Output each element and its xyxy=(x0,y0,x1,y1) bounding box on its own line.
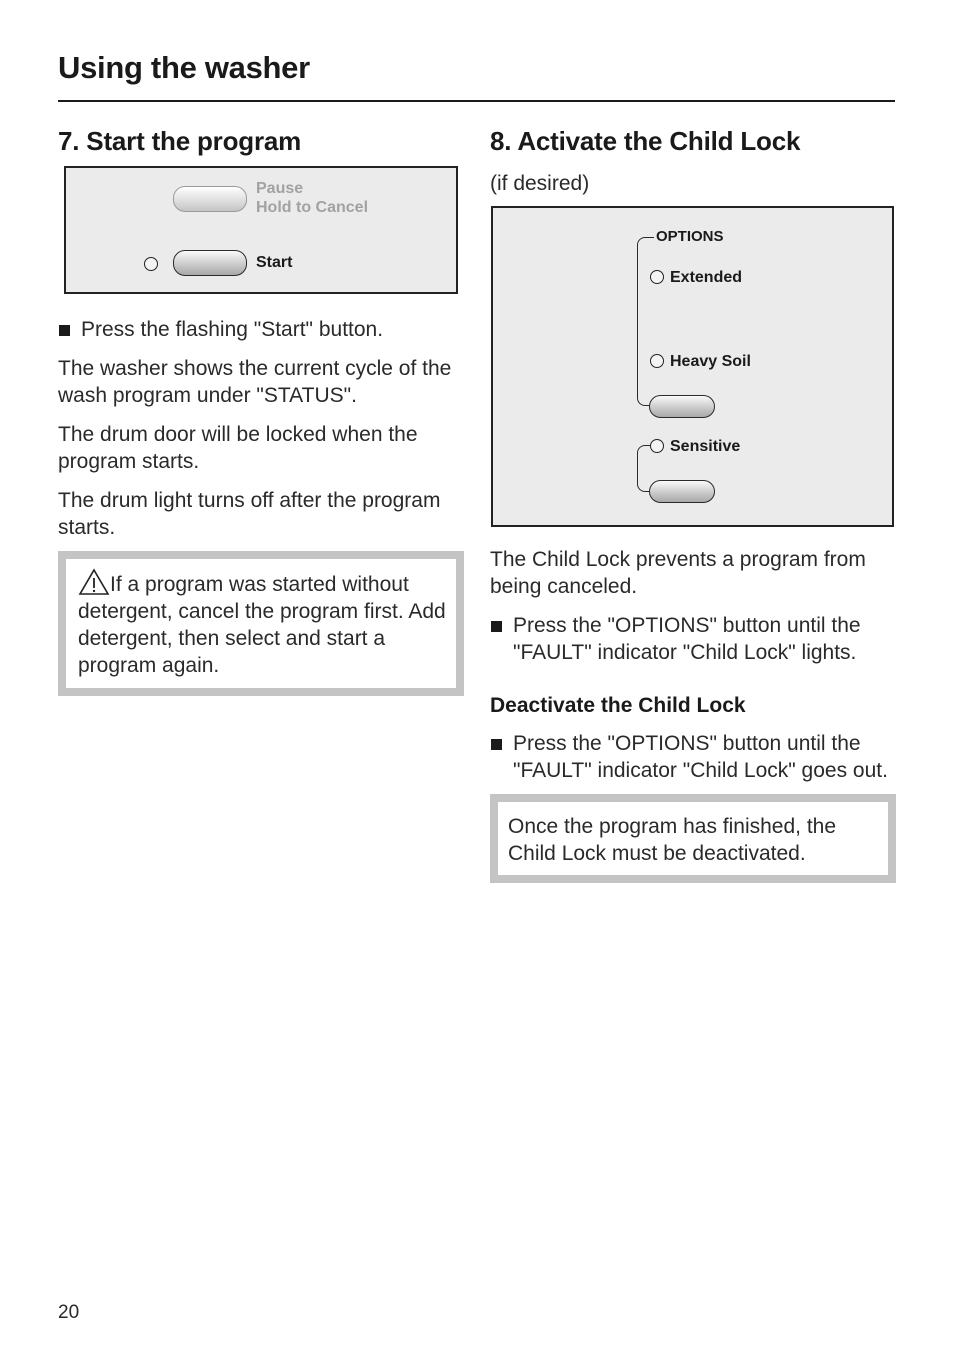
right-column xyxy=(490,122,895,883)
sensitive-button xyxy=(649,480,715,503)
start-control-panel-illustration xyxy=(64,166,458,294)
options-button xyxy=(649,395,715,418)
hold-to-cancel-label: Hold to Cancel xyxy=(256,199,369,216)
options-bracket xyxy=(637,237,654,406)
options-panel-illustration xyxy=(491,206,894,527)
start-label: Start xyxy=(256,254,293,271)
activate-instruction: Press the "OPTIONS" button until the "FAULT" indicator "Child Lock" lights. xyxy=(490,612,895,666)
pause-label: Pause xyxy=(256,180,304,197)
options-label: OPTIONS xyxy=(656,228,724,245)
if-desired-note: (if desired) xyxy=(490,172,590,195)
extended-indicator-led xyxy=(650,270,664,284)
page-title: Using the washer xyxy=(58,50,310,85)
warning-text: If a program was started without detergent, cancel the program first. Add detergent, then select and start a program again. xyxy=(78,573,446,677)
deactivate-instruction: Press the "OPTIONS" button until the "FAULT" indicator "Child Lock" goes out. xyxy=(490,730,895,784)
start-indicator-led xyxy=(144,257,158,271)
left-column xyxy=(58,122,468,696)
drum-light-paragraph: The drum light turns off after the program starts. xyxy=(58,489,441,539)
start-program-heading: 7. Start the program xyxy=(58,126,302,156)
start-button xyxy=(173,250,247,276)
heavy-soil-label: Heavy Soil xyxy=(670,353,751,370)
child-lock-note-box xyxy=(490,794,896,883)
status-paragraph: The washer shows the current cycle of the wash program under "STATUS". xyxy=(58,357,452,407)
sensitive-label: Sensitive xyxy=(670,438,741,455)
child-lock-heading: 8. Activate the Child Lock xyxy=(490,126,801,156)
warning-box xyxy=(58,551,464,696)
warning-content xyxy=(78,568,446,679)
extended-label: Extended xyxy=(670,269,743,286)
sensitive-indicator-led xyxy=(650,439,664,453)
page-number: 20 xyxy=(58,1302,80,1323)
door-lock-paragraph: The drum door will be locked when the program starts. xyxy=(58,423,418,473)
child-lock-note: Once the program has finished, the Child Lock must be deactivated. xyxy=(508,815,837,865)
press-start-instruction: Press the flashing "Start" button. xyxy=(58,316,468,343)
pause-button xyxy=(173,186,247,212)
warning-triangle-icon xyxy=(78,568,110,596)
title-divider xyxy=(58,100,895,102)
deactivate-heading: Deactivate the Child Lock xyxy=(490,694,746,717)
child-lock-intro: The Child Lock prevents a program from being canceled. xyxy=(490,548,866,598)
heavy-soil-indicator-led xyxy=(650,354,664,368)
